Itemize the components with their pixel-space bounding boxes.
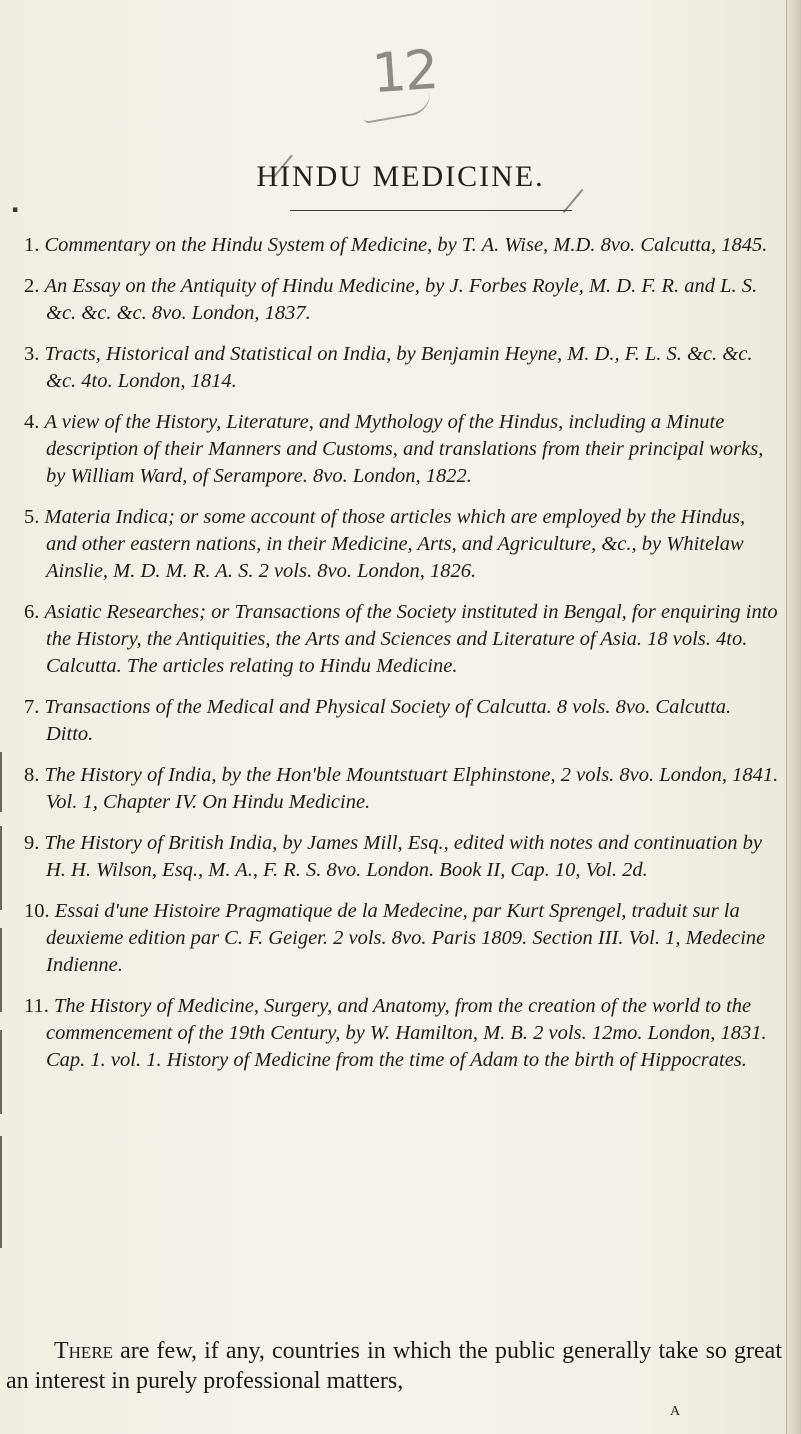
entry-number: 11. bbox=[24, 995, 49, 1017]
entry-text: Asiatic Researches; or Transactions of the Society instituted in Bengal, for enquiring into the History, the Antiquities, the Arts and Sciences and Literature of Asia. 18 vols. 4to. Calcutta. The articles relating to Hindu Medicine. bbox=[44, 601, 778, 677]
entry-text: Materia Indica; or some account of those articles which are employed by the Hindus, and other eastern nations, in their Medicine, Arts, and Agriculture, &c., by Whitelaw Ainslie, M. D. M. R. A. S. 2 vols. 8vo. London, 1826. bbox=[44, 506, 746, 582]
page-title: HINDU MEDICINE. bbox=[256, 160, 545, 193]
entry-text: A view of the History, Literature, and Mythology of the Hindus, including a Minute description of their Manners and Customs, and translations from their principal works, by William Ward, of Serampore. 8vo. London, 1822. bbox=[44, 411, 764, 487]
entry-text: An Essay on the Antiquity of Hindu Medicine, by J. Forbes Royle, M. D. F. R. and L. S. &c. &c. &c. 8vo. London, 1837. bbox=[44, 275, 758, 324]
entry-number: 3. bbox=[24, 343, 40, 365]
entry-text: The History of British India, by James Mill, Esq., edited with notes and continuation by H. H. Wilson, Esq., M. A., F. R. S. 8vo. London. Book II, Cap. 10, Vol. 2d. bbox=[44, 832, 762, 881]
margin-mark-icon: ▪ bbox=[12, 205, 19, 215]
margin-bar bbox=[0, 1030, 2, 1114]
entry-number: 9. bbox=[24, 832, 40, 854]
title-rule bbox=[290, 210, 572, 211]
paragraph-lead: There bbox=[54, 1338, 114, 1364]
entry-number: 6. bbox=[24, 601, 40, 623]
entry-text: Essai d'une Histoire Pragmatique de la Medecine, par Kurt Sprengel, traduit sur la deuxieme edition par C. F. Geiger. 2 vols. 8vo. Paris 1809. Section III. Vol. 1, Medecine Indienne. bbox=[46, 900, 766, 976]
page-edge bbox=[786, 0, 801, 1434]
margin-bar bbox=[0, 752, 2, 812]
bibliography-entry bbox=[24, 504, 780, 585]
entry-text: The History of India, by the Hon'ble Mountstuart Elphinstone, 2 vols. 8vo. London, 1841. Vol. 1, Chapter IV. On Hindu Medicine. bbox=[44, 764, 779, 813]
bibliography-entry bbox=[24, 232, 780, 259]
entry-number: 1. bbox=[24, 234, 40, 256]
bibliography-entry bbox=[24, 273, 780, 327]
bibliography-entry bbox=[24, 694, 780, 748]
bibliography-entry bbox=[24, 409, 780, 490]
bibliography-list bbox=[24, 232, 780, 1088]
body-paragraph bbox=[6, 1336, 782, 1396]
entry-number: 2. bbox=[24, 275, 40, 297]
signature-mark: A bbox=[670, 1404, 682, 1419]
margin-bar bbox=[0, 1136, 2, 1248]
bibliography-entry bbox=[24, 762, 780, 816]
pencil-annotation: 12 bbox=[369, 37, 439, 106]
bibliography-entry bbox=[24, 341, 780, 395]
entry-number: 7. bbox=[24, 696, 40, 718]
entry-text: Commentary on the Hindu System of Medicine, by T. A. Wise, M.D. 8vo. Calcutta, 1845. bbox=[44, 234, 768, 256]
bibliography-entry bbox=[24, 993, 780, 1074]
entry-text: The History of Medicine, Surgery, and Anatomy, from the creation of the world to the commencement of the 19th Century, by W. Hamilton, M. B. 2 vols. 12mo. London, 1831. Cap. 1. vol. 1. History of Medicine from the time of Adam to the birth of Hippocrates. bbox=[46, 995, 767, 1071]
bibliography-entry bbox=[24, 830, 780, 884]
entry-text: Transactions of the Medical and Physical Society of Calcutta. 8 vols. 8vo. Calcutta. Ditto. bbox=[44, 696, 732, 745]
entry-number: 10. bbox=[24, 900, 50, 922]
entry-text: Tracts, Historical and Statistical on India, by Benjamin Heyne, M. D., F. L. S. &c. &c. &c. 4to. London, 1814. bbox=[44, 343, 753, 392]
paragraph-text: are few, if any, countries in which the public generally take so great an interest in purely professional matters, bbox=[6, 1338, 782, 1394]
bibliography-entry bbox=[24, 898, 780, 979]
bibliography-entry bbox=[24, 599, 780, 680]
margin-bar bbox=[0, 826, 2, 910]
entry-number: 5. bbox=[24, 506, 40, 528]
entry-number: 4. bbox=[24, 411, 40, 433]
entry-number: 8. bbox=[24, 764, 40, 786]
margin-bar bbox=[0, 928, 2, 1012]
